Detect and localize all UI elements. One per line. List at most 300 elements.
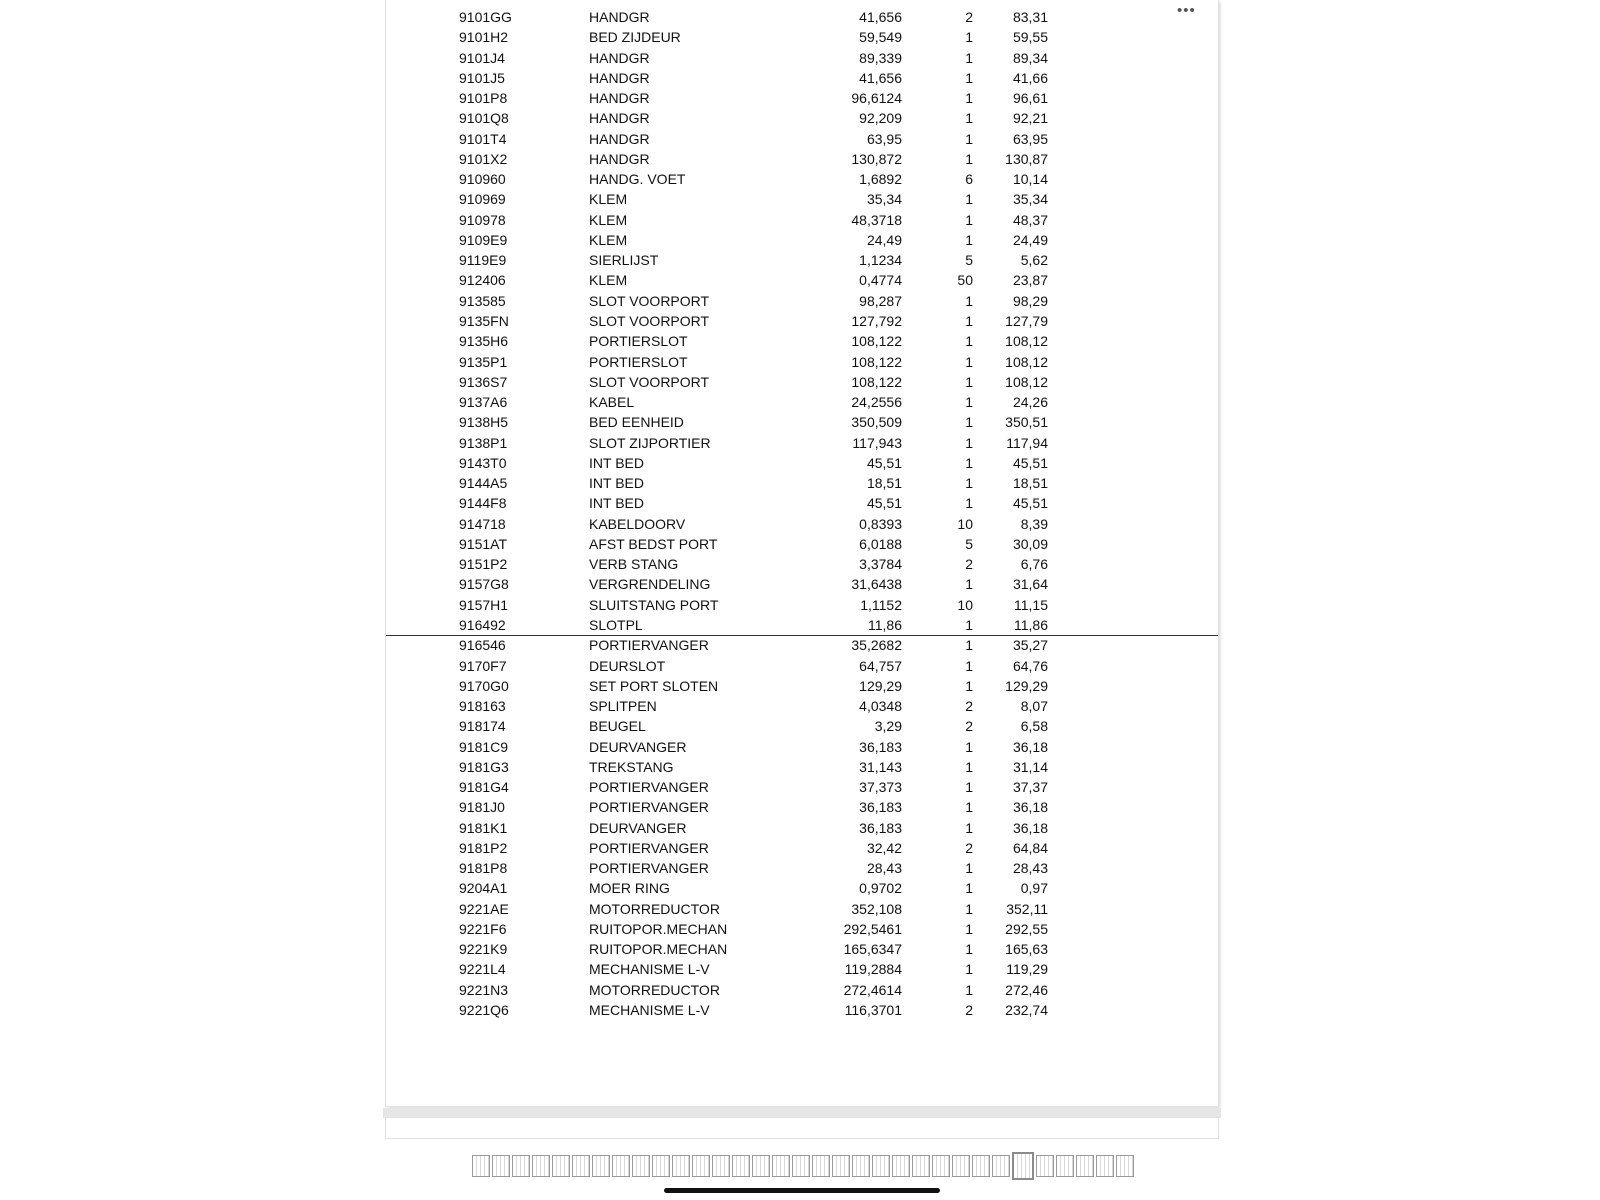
part-description: PORTIERVANGER — [589, 839, 709, 856]
quantity: 1 — [965, 150, 973, 167]
part-code: 9221K9 — [459, 941, 508, 958]
table-row — [386, 433, 1218, 453]
unit-price: 127,792 — [851, 312, 902, 329]
quantity: 1 — [965, 231, 973, 248]
line-total: 64,84 — [1012, 839, 1048, 856]
page-gap — [383, 1108, 1221, 1118]
page-thumbnail[interactable] — [632, 1155, 650, 1177]
table-row — [386, 108, 1218, 128]
table-row — [386, 412, 1218, 432]
part-description: DEURVANGER — [589, 738, 687, 755]
quantity: 1 — [965, 758, 973, 775]
part-code: 9181C9 — [459, 738, 509, 755]
line-total: 48,37 — [1012, 211, 1048, 228]
quantity: 1 — [965, 130, 973, 147]
line-total: 41,66 — [1012, 69, 1048, 86]
unit-price: 165,6347 — [843, 941, 902, 958]
unit-price: 0,9702 — [859, 880, 902, 897]
part-code: 918174 — [459, 718, 506, 735]
table-row — [386, 777, 1218, 797]
quantity: 1 — [965, 900, 973, 917]
unit-price: 37,373 — [859, 779, 902, 796]
quantity: 1 — [965, 312, 973, 329]
unit-price: 18,51 — [866, 475, 902, 492]
table-row — [386, 676, 1218, 696]
line-total: 6,58 — [1020, 718, 1048, 735]
page-thumbnail[interactable] — [812, 1155, 830, 1177]
page-thumbnail-active[interactable] — [1012, 1152, 1034, 1180]
quantity: 5 — [965, 252, 973, 269]
line-total: 165,63 — [1005, 941, 1048, 958]
line-total: 98,29 — [1012, 292, 1048, 309]
unit-price: 1,1234 — [859, 252, 902, 269]
quantity: 1 — [965, 981, 973, 998]
line-total: 108,12 — [1005, 333, 1048, 350]
line-total: 45,51 — [1012, 495, 1048, 512]
unit-price: 4,0348 — [859, 698, 902, 715]
line-total: 63,95 — [1012, 130, 1048, 147]
page-thumbnail[interactable] — [892, 1155, 910, 1177]
quantity: 5 — [965, 535, 973, 552]
unit-price: 89,339 — [859, 49, 902, 66]
page-thumbnail[interactable] — [752, 1155, 770, 1177]
page-thumbnail[interactable] — [532, 1155, 550, 1177]
table-row — [386, 554, 1218, 574]
page-thumbnail[interactable] — [672, 1155, 690, 1177]
unit-price: 108,122 — [851, 373, 902, 390]
part-description: MECHANISME L-V — [589, 961, 710, 978]
page-thumbnail[interactable] — [952, 1155, 970, 1177]
part-description: HANDGR — [589, 110, 650, 127]
table-row — [386, 1000, 1218, 1020]
unit-price: 92,209 — [859, 110, 902, 127]
quantity: 1 — [965, 961, 973, 978]
part-code: 9221L4 — [459, 961, 506, 978]
page-thumbnail[interactable] — [1036, 1155, 1054, 1177]
unit-price: 108,122 — [851, 333, 902, 350]
page-thumbnail[interactable] — [992, 1155, 1010, 1177]
table-row — [386, 514, 1218, 534]
page-thumbnail[interactable] — [732, 1155, 750, 1177]
quantity: 1 — [965, 90, 973, 107]
part-code: 9138P1 — [459, 434, 508, 451]
table-row — [386, 919, 1218, 939]
page-thumbnail[interactable] — [492, 1155, 510, 1177]
table-row — [386, 615, 1218, 635]
table-row — [386, 473, 1218, 493]
quantity: 1 — [965, 475, 973, 492]
unit-price: 117,943 — [852, 434, 902, 451]
line-total: 28,43 — [1012, 860, 1048, 877]
part-code: 9101X2 — [459, 150, 508, 167]
quantity: 10 — [957, 596, 973, 613]
quantity: 1 — [965, 860, 973, 877]
unit-price: 0,8393 — [859, 515, 902, 532]
line-total: 31,14 — [1012, 758, 1048, 775]
line-total: 130,87 — [1005, 150, 1048, 167]
quantity: 1 — [965, 738, 973, 755]
unit-price: 63,95 — [866, 130, 902, 147]
page-thumbnail[interactable] — [692, 1155, 710, 1177]
table-row — [386, 270, 1218, 290]
quantity: 2 — [965, 718, 973, 735]
line-total: 0,97 — [1020, 880, 1048, 897]
page-thumbnail[interactable] — [1116, 1155, 1134, 1177]
table-row — [386, 48, 1218, 68]
line-total: 292,55 — [1005, 920, 1048, 937]
table-row — [386, 7, 1218, 27]
table-row — [386, 352, 1218, 372]
part-code: 9137A6 — [459, 394, 508, 411]
line-total: 37,37 — [1012, 779, 1048, 796]
line-total: 30,09 — [1012, 535, 1048, 552]
unit-price: 24,2556 — [851, 394, 902, 411]
unit-price: 45,51 — [866, 454, 902, 471]
part-description: INT BED — [589, 454, 644, 471]
part-description: SLOT VOORPORT — [589, 373, 710, 390]
part-description: SLOT ZIJPORTIER — [589, 434, 711, 451]
line-total: 24,49 — [1012, 231, 1048, 248]
unit-price: 64,757 — [859, 657, 902, 674]
more-options-icon[interactable]: ••• — [1177, 2, 1196, 19]
part-code: 9101Q8 — [459, 110, 509, 127]
part-description: SLUITSTANG PORT — [589, 596, 719, 613]
quantity: 1 — [965, 29, 973, 46]
page-thumbnail[interactable] — [1056, 1155, 1074, 1177]
part-description: PORTIERVANGER — [589, 799, 709, 816]
table-row — [386, 980, 1218, 1000]
part-code: 9101P8 — [459, 90, 508, 107]
quantity: 1 — [965, 434, 973, 451]
part-code: 910960 — [459, 171, 506, 188]
quantity: 1 — [965, 414, 973, 431]
part-code: 913585 — [459, 292, 506, 309]
page-thumbnail[interactable] — [1096, 1155, 1114, 1177]
part-code: 9135P1 — [459, 353, 508, 370]
quantity: 1 — [965, 394, 973, 411]
part-code: 9101H2 — [459, 29, 509, 46]
part-description: KABELDOORV — [589, 515, 686, 532]
part-code: 9135H6 — [459, 333, 509, 350]
part-code: 9181P2 — [459, 839, 508, 856]
part-description: SIERLIJST — [589, 252, 659, 269]
line-total: 272,46 — [1005, 981, 1048, 998]
part-description: TREKSTANG — [589, 758, 674, 775]
line-total: 352,11 — [1006, 900, 1048, 917]
page-thumbnail[interactable] — [612, 1155, 630, 1177]
quantity: 1 — [965, 677, 973, 694]
page-thumbnail[interactable] — [912, 1155, 930, 1177]
unit-price: 36,183 — [859, 799, 902, 816]
table-row — [386, 595, 1218, 615]
quantity: 1 — [965, 779, 973, 796]
page-thumbnail[interactable] — [932, 1155, 950, 1177]
line-total: 36,18 — [1012, 738, 1048, 755]
line-total: 350,51 — [1005, 414, 1048, 431]
table-row — [386, 68, 1218, 88]
page-thumbnail[interactable] — [1076, 1155, 1094, 1177]
unit-price: 45,51 — [866, 495, 902, 512]
part-code: 916546 — [459, 637, 506, 654]
part-description: AFST BEDST PORT — [589, 535, 718, 552]
quantity: 1 — [965, 333, 973, 350]
line-total: 11,86 — [1014, 616, 1048, 633]
part-code: 9181G4 — [459, 779, 509, 796]
part-description: BED ZIJDEUR — [589, 29, 681, 46]
part-code: 9101J5 — [459, 69, 505, 86]
quantity: 1 — [965, 353, 973, 370]
quantity: 1 — [965, 211, 973, 228]
part-description: MOTORREDUCTOR — [589, 900, 720, 917]
quantity: 1 — [965, 941, 973, 958]
table-row — [386, 858, 1218, 878]
line-total: 232,74 — [1005, 1002, 1048, 1019]
part-code: 9144A5 — [459, 475, 508, 492]
part-description: DEURSLOT — [589, 657, 666, 674]
table-row — [386, 372, 1218, 392]
quantity: 1 — [965, 292, 973, 309]
line-total: 92,21 — [1012, 110, 1048, 127]
table-row — [386, 493, 1218, 513]
part-description: PORTIERVANGER — [589, 637, 709, 654]
table-row — [386, 210, 1218, 230]
part-description: MOTORREDUCTOR — [589, 981, 720, 998]
part-description: HANDGR — [589, 49, 650, 66]
page-thumbnail[interactable] — [512, 1155, 530, 1177]
part-description: VERGRENDELING — [589, 576, 711, 593]
unit-price: 41,656 — [859, 9, 902, 25]
part-code: 9109E9 — [459, 231, 508, 248]
line-total: 96,61 — [1012, 90, 1048, 107]
table-row — [386, 331, 1218, 351]
line-total: 108,12 — [1005, 373, 1048, 390]
page-thumbnail[interactable] — [852, 1155, 870, 1177]
page-thumbnail[interactable] — [712, 1155, 730, 1177]
table-row — [386, 534, 1218, 554]
quantity: 1 — [965, 880, 973, 897]
line-total: 36,18 — [1012, 799, 1048, 816]
part-description: PORTIERSLOT — [589, 353, 688, 370]
part-code: 9181P8 — [459, 860, 508, 877]
unit-price: 98,287 — [859, 292, 902, 309]
quantity: 1 — [965, 819, 973, 836]
line-total: 64,76 — [1012, 657, 1048, 674]
line-total: 83,31 — [1012, 9, 1048, 25]
part-description: HANDGR — [589, 69, 650, 86]
line-total: 11,15 — [1014, 596, 1048, 613]
table-row — [386, 453, 1218, 473]
unit-price: 108,122 — [851, 353, 902, 370]
part-code: 9157G8 — [459, 576, 509, 593]
page-thumbnail[interactable] — [572, 1155, 590, 1177]
unit-price: 6,0188 — [859, 535, 902, 552]
page-thumbnail[interactable] — [832, 1155, 850, 1177]
table-row — [386, 189, 1218, 209]
unit-price: 31,6438 — [851, 576, 902, 593]
part-code: 9143T0 — [459, 454, 507, 471]
unit-price: 24,49 — [866, 231, 902, 248]
part-description: RUITOPOR.MECHAN — [589, 941, 728, 958]
quantity: 1 — [965, 110, 973, 127]
line-total: 35,34 — [1012, 191, 1048, 208]
unit-price: 11,86 — [868, 616, 902, 633]
unit-price: 96,6124 — [851, 90, 902, 107]
part-code: 910978 — [459, 211, 506, 228]
part-code: 9221F6 — [459, 920, 507, 937]
unit-price: 352,108 — [851, 900, 902, 917]
line-total: 108,12 — [1005, 353, 1048, 370]
quantity: 1 — [965, 373, 973, 390]
unit-price: 36,183 — [859, 738, 902, 755]
quantity: 10 — [957, 515, 973, 532]
part-code: 9181J0 — [459, 799, 505, 816]
unit-price: 3,3784 — [859, 556, 902, 573]
table-row — [386, 88, 1218, 108]
page-thumbnail[interactable] — [472, 1155, 490, 1177]
part-code: 910969 — [459, 191, 506, 208]
unit-price: 292,5461 — [843, 920, 902, 937]
page-thumbnail[interactable] — [792, 1155, 810, 1177]
unit-price: 3,29 — [874, 718, 902, 735]
part-description: HANDG. VOET — [589, 171, 686, 188]
table-row — [386, 169, 1218, 189]
line-total: 24,26 — [1012, 394, 1048, 411]
part-description: SLOT VOORPORT — [589, 292, 710, 309]
unit-price: 41,656 — [859, 69, 902, 86]
unit-price: 31,143 — [859, 758, 902, 775]
part-code: 918163 — [459, 698, 506, 715]
part-description: BEUGEL — [589, 718, 646, 735]
part-code: 916492 — [459, 616, 506, 633]
unit-price: 36,183 — [859, 819, 902, 836]
table-row — [386, 797, 1218, 817]
unit-price: 130,872 — [851, 150, 902, 167]
part-description: HANDGR — [589, 9, 650, 25]
part-code: 914718 — [459, 515, 506, 532]
part-code: 9170G0 — [459, 677, 509, 694]
part-description: PORTIERSLOT — [589, 333, 688, 350]
page-thumbnail[interactable] — [592, 1155, 610, 1177]
part-code: 9221Q6 — [459, 1002, 509, 1019]
page-thumbnail[interactable] — [772, 1155, 790, 1177]
part-description: SPLITPEN — [589, 698, 657, 715]
quantity: 1 — [965, 49, 973, 66]
quantity: 1 — [965, 576, 973, 593]
part-description: BED EENHEID — [589, 414, 684, 431]
page-thumbnail[interactable] — [972, 1155, 990, 1177]
line-total: 10,14 — [1012, 171, 1048, 188]
line-total: 6,76 — [1020, 556, 1048, 573]
page-thumbnail[interactable] — [652, 1155, 670, 1177]
line-total: 36,18 — [1012, 819, 1048, 836]
unit-price: 116,3701 — [844, 1002, 902, 1019]
part-description: DEURVANGER — [589, 819, 687, 836]
page-thumbnail[interactable] — [552, 1155, 570, 1177]
part-code: 9101T4 — [459, 130, 507, 147]
table-row — [386, 737, 1218, 757]
table-row — [386, 635, 1218, 655]
quantity: 2 — [965, 556, 973, 573]
parts-list — [386, 7, 1218, 1020]
unit-price: 1,1152 — [860, 596, 902, 613]
part-description: SLOT VOORPORT — [589, 312, 710, 329]
table-row — [386, 818, 1218, 838]
table-row — [386, 656, 1218, 676]
table-row — [386, 392, 1218, 412]
unit-price: 35,34 — [866, 191, 902, 208]
line-total: 8,07 — [1020, 698, 1048, 715]
part-code: 9181G3 — [459, 758, 509, 775]
table-row — [386, 574, 1218, 594]
part-description: MOER RING — [589, 880, 670, 897]
table-row — [386, 230, 1218, 250]
line-total: 59,55 — [1012, 29, 1048, 46]
quantity: 6 — [965, 171, 973, 188]
line-total: 5,62 — [1020, 252, 1048, 269]
part-description: INT BED — [589, 495, 644, 512]
line-total: 31,64 — [1012, 576, 1048, 593]
unit-price: 59,549 — [859, 29, 902, 46]
quantity: 1 — [965, 616, 973, 633]
part-code: 9136S7 — [459, 373, 508, 390]
part-code: 9101GG — [459, 9, 512, 25]
part-description: SET PORT SLOTEN — [589, 677, 719, 694]
unit-price: 35,2682 — [851, 637, 902, 654]
part-description: HANDGR — [589, 150, 650, 167]
line-total: 35,27 — [1012, 637, 1048, 654]
quantity: 1 — [965, 637, 973, 654]
part-description: PORTIERVANGER — [589, 860, 709, 877]
line-total: 23,87 — [1012, 272, 1048, 289]
page-thumbnail-strip[interactable] — [472, 1155, 1134, 1181]
part-code: 9221N3 — [459, 981, 509, 998]
quantity: 1 — [965, 920, 973, 937]
part-description: KLEM — [589, 272, 628, 289]
quantity: 2 — [965, 839, 973, 856]
table-row — [386, 899, 1218, 919]
table-row — [386, 291, 1218, 311]
table-row — [386, 757, 1218, 777]
part-description: SLOTPL — [589, 616, 643, 633]
table-row — [386, 878, 1218, 898]
page-thumbnail[interactable] — [872, 1155, 890, 1177]
quantity: 2 — [965, 698, 973, 715]
part-description: VERB STANG — [589, 556, 679, 573]
part-code: 9101J4 — [459, 49, 505, 66]
table-row — [386, 129, 1218, 149]
part-description: KLEM — [589, 211, 628, 228]
quantity: 1 — [965, 191, 973, 208]
part-code: 9151P2 — [459, 556, 508, 573]
line-total: 127,79 — [1005, 312, 1048, 329]
table-row — [386, 838, 1218, 858]
unit-price: 1,6892 — [859, 171, 902, 188]
table-row — [386, 716, 1218, 736]
table-row — [386, 250, 1218, 270]
unit-price: 350,509 — [851, 414, 902, 431]
unit-price: 129,29 — [859, 677, 902, 694]
part-description: KABEL — [589, 394, 635, 411]
quantity: 1 — [965, 657, 973, 674]
next-page-preview[interactable] — [386, 1118, 1218, 1138]
part-description: KLEM — [589, 231, 628, 248]
home-indicator[interactable] — [664, 1188, 940, 1193]
part-code: 9181K1 — [459, 819, 508, 836]
part-description: PORTIERVANGER — [589, 779, 709, 796]
part-code: 9144F8 — [459, 495, 507, 512]
line-total: 89,34 — [1012, 49, 1048, 66]
unit-price: 28,43 — [866, 860, 902, 877]
